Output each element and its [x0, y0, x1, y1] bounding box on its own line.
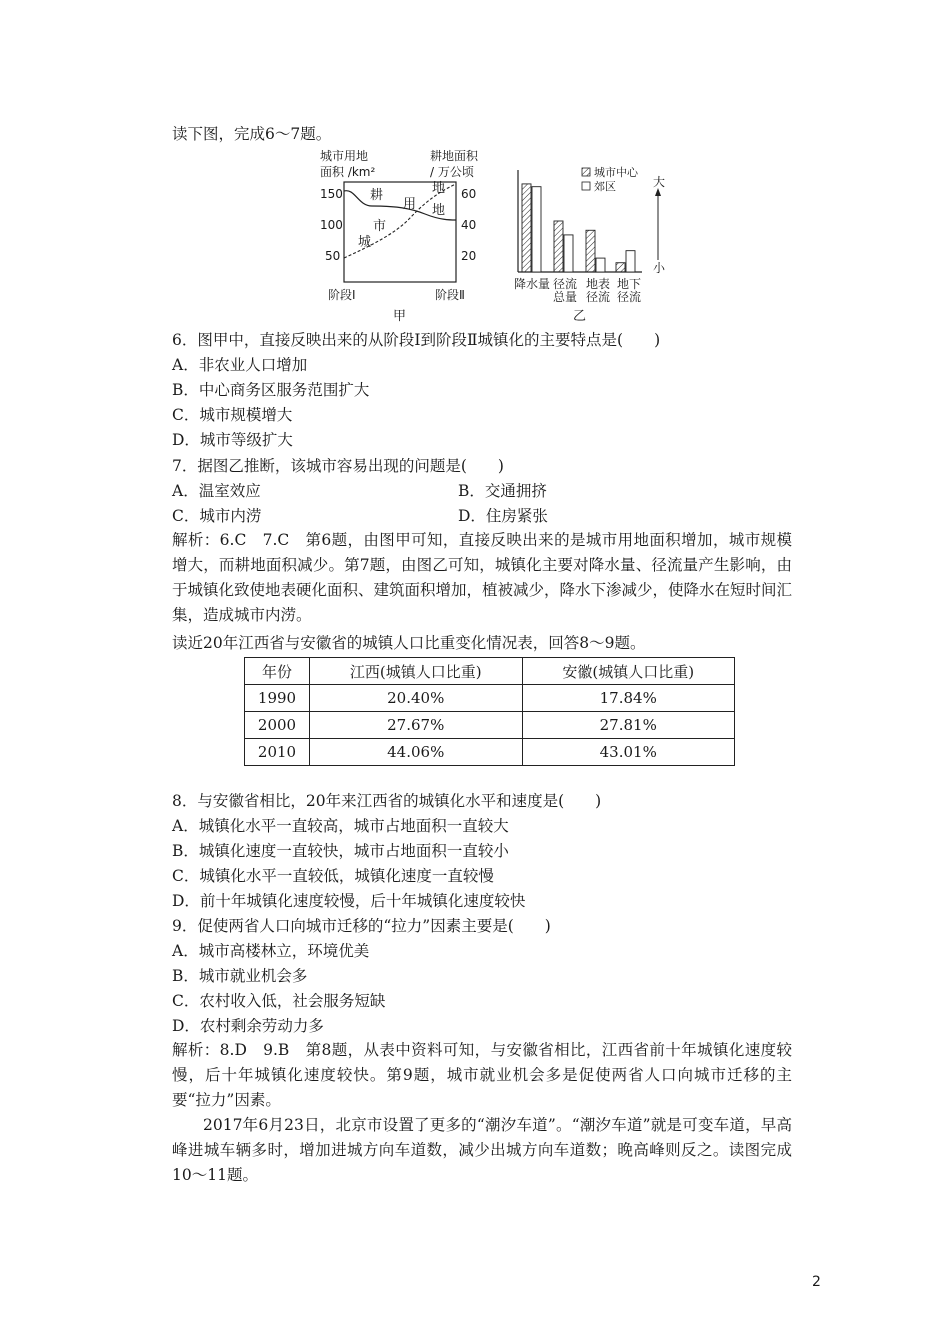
q9-option-d: D．农村剩余劳动力多 — [172, 1017, 324, 1035]
bar-suburb-3 — [626, 251, 635, 272]
legend-center-label: 城市中心 — [594, 166, 638, 179]
urban-population-table — [244, 657, 735, 766]
jia-left-title-1: 城市用地 — [320, 149, 369, 163]
jia-left-tick-100: 100 — [320, 218, 343, 232]
table-row — [245, 739, 735, 766]
jia-left-title-2: 面积 /km² — [320, 165, 376, 179]
intro-10-11: 2017年6月23日，北京市设置了更多的“潮汐车道”。“潮汐车道”就是可变车道，早高峰进城车辆多时，增加进城方向车道数，减少出城方向车道数；晚高峰则反之。读图完成10～11题。 — [172, 1116, 792, 1184]
table-cell: 2010 — [245, 739, 310, 766]
jia-x-stage-2: 阶段Ⅱ — [435, 288, 465, 302]
scale-small: 小 — [653, 261, 666, 275]
figure-jia — [300, 146, 505, 324]
q8-option-d: D．前十年城镇化速度较慢，后十年城镇化速度较快 — [172, 892, 526, 910]
jia-right-tick-40: 40 — [461, 218, 477, 232]
jia-caption: 甲 — [393, 309, 407, 324]
jia-label-geng: 耕 — [370, 188, 384, 203]
intro-6-7: 读下图，完成6～7题。 — [172, 125, 332, 143]
q7-option-b: B．交通拥挤 — [458, 482, 547, 500]
q6-option-c: C．城市规模增大 — [172, 406, 293, 424]
q6-option-b: B．中心商务区服务范围扩大 — [172, 381, 370, 399]
table-header-jiangxi: 江西(城镇人口比重) — [310, 658, 523, 685]
q6-option-d: D．城市等级扩大 — [172, 431, 293, 449]
table-row — [245, 685, 735, 712]
jia-label-cheng: 城 — [358, 235, 372, 250]
q6-option-a: A．非农业人口增加 — [172, 356, 308, 374]
cat-label-surface-1: 地表 — [586, 277, 611, 291]
figure-yi — [506, 160, 681, 326]
intro-8-9: 读近20年江西省与安徽省的城镇人口比重变化情况表，回答8～9题。 — [172, 634, 646, 652]
q9-stem: 9．促使两省人口向城市迁移的“拉力”因素主要是( ) — [172, 917, 551, 935]
cat-label-surface-2: 径流 — [586, 290, 611, 304]
analysis-8-9: 解析：8.D 9.B 第8题，从表中资料可知，与安徽省相比，江西省前十年城镇化速度较慢，后十年城镇化速度较快。第9题，城市就业机会多是促使两省人口向城市迁移的主要“拉力”因素。 — [172, 1041, 792, 1109]
bar-suburb-2 — [596, 258, 605, 272]
analysis-6-7: 解析：6.C 7.C 第6题，由图甲可知，直接反映出来的是城市用地面积增加，城市规模增大，而耕地面积减少。第7题，由图乙可知，城镇化主要对降水量、径流量产生影响，由于城镇化致使地表硬化面积、建筑面积增加，植被减少，降水下渗减少，使降水在短时间汇集，造成城市内涝。 — [172, 531, 793, 624]
q9-option-a: A．城市高楼林立，环境优美 — [172, 942, 370, 960]
bar-center-3 — [616, 263, 625, 272]
jia-label-di-2: 地 — [432, 203, 446, 218]
q7-option-a: A．温室效应 — [172, 482, 261, 500]
jia-label-di-1: 地 — [432, 181, 446, 196]
bar-suburb-0 — [532, 187, 541, 272]
jia-left-tick-50: 50 — [325, 249, 341, 263]
jia-right-tick-20: 20 — [461, 249, 477, 263]
jia-right-tick-60: 60 — [461, 187, 477, 201]
jia-label-yong: 用 — [403, 197, 417, 212]
bar-suburb-1 — [564, 235, 573, 272]
jia-left-tick-150: 150 — [320, 187, 343, 201]
q6-stem: 6．图甲中，直接反映出来的从阶段Ⅰ到阶段Ⅱ城镇化的主要特点是( ) — [172, 331, 661, 349]
cat-label-rain: 降水量 — [514, 277, 551, 291]
q8-option-a: A．城镇化水平一直较高，城市占地面积一直较大 — [172, 817, 509, 835]
cat-label-runoff-1: 径流 — [553, 277, 578, 291]
table-header-year: 年份 — [245, 658, 310, 685]
q7-option-c: C．城市内涝 — [172, 507, 262, 525]
cat-label-ground-1: 地下 — [617, 277, 642, 291]
table-cell: 27.81% — [522, 712, 735, 739]
bar-center-2 — [586, 230, 595, 272]
q8-option-c: C．城镇化水平一直较低，城镇化速度一直较慢 — [172, 867, 494, 885]
table-cell: 27.67% — [310, 712, 523, 739]
jia-label-shi: 市 — [373, 219, 387, 234]
table-row — [245, 712, 735, 739]
jia-right-title-1: 耕地面积 — [430, 149, 479, 163]
table-header-row — [245, 658, 735, 685]
q7-stem: 7．据图乙推断，该城市容易出现的问题是( ) — [172, 457, 504, 475]
q9-option-c: C．农村收入低，社会服务短缺 — [172, 992, 386, 1010]
q8-stem: 8．与安徽省相比，20年来江西省的城镇化水平和速度是( ) — [172, 792, 602, 810]
scale-large: 大 — [653, 175, 666, 189]
page-number: 2 — [812, 1274, 821, 1290]
table-cell: 1990 — [245, 685, 310, 712]
yi-caption: 乙 — [573, 309, 587, 324]
jia-right-title-2: / 万公顷 — [430, 165, 474, 179]
table-header-anhui: 安徽(城镇人口比重) — [522, 658, 735, 685]
q8-option-b: B．城镇化速度一直较快，城市占地面积一直较小 — [172, 842, 509, 860]
q9-option-b: B．城市就业机会多 — [172, 967, 308, 985]
bar-center-1 — [554, 221, 563, 272]
cat-label-ground-2: 径流 — [617, 290, 642, 304]
table-cell: 2000 — [245, 712, 310, 739]
table-cell: 44.06% — [310, 739, 523, 766]
legend-suburb-swatch — [582, 182, 590, 190]
table-cell: 20.40% — [310, 685, 523, 712]
bar-center-0 — [522, 184, 531, 272]
q7-option-d: D．住房紧张 — [458, 507, 548, 525]
jia-x-stage-1: 阶段Ⅰ — [328, 288, 356, 302]
legend-suburb-label: 郊区 — [594, 180, 616, 193]
legend-center-swatch — [582, 168, 590, 176]
table-cell: 17.84% — [522, 685, 735, 712]
cat-label-runoff-2: 总量 — [553, 290, 578, 304]
table-cell: 43.01% — [522, 739, 735, 766]
